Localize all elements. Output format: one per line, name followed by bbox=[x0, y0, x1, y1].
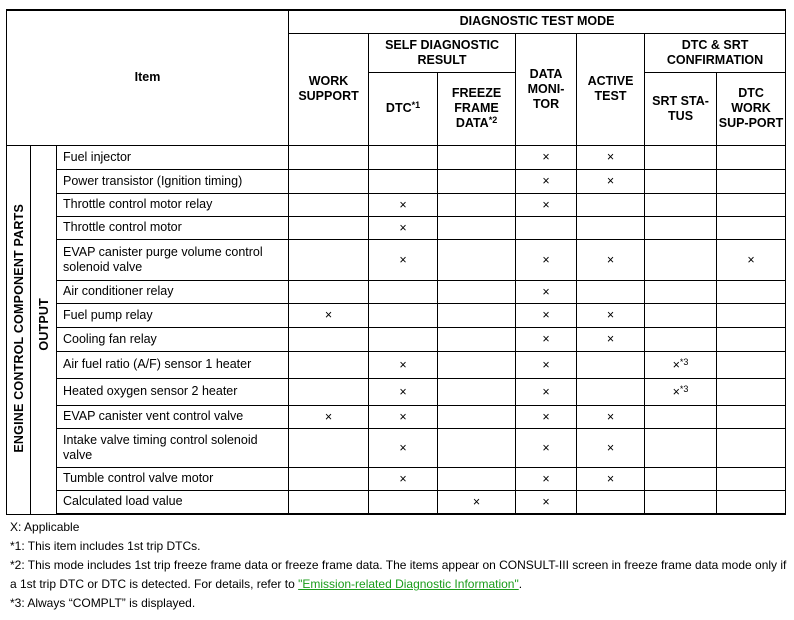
mark-dtc-work-support: × bbox=[717, 239, 786, 280]
item-name: Air conditioner relay bbox=[57, 280, 289, 303]
note-3: *3: Always “COMPLT” is displayed. bbox=[10, 596, 196, 610]
subgroup-label: OUTPUT bbox=[36, 297, 51, 351]
dtc-header: DTC$^{*1}$ bbox=[369, 72, 438, 145]
mark-dtc-work-support bbox=[717, 193, 786, 216]
mark-dtc: × bbox=[369, 239, 438, 280]
mark-dtc: × bbox=[369, 428, 438, 467]
item-name: Air fuel ratio (A/F) sensor 1 heater bbox=[57, 351, 289, 378]
table-row bbox=[7, 216, 786, 239]
item-name: Power transistor (Ignition timing) bbox=[57, 169, 289, 193]
table-row bbox=[7, 327, 786, 351]
mark-work-support: × bbox=[289, 405, 369, 428]
mark-dtc: × bbox=[369, 467, 438, 490]
mark-freeze bbox=[438, 239, 516, 280]
dtc-srt-confirmation-header: DTC & SRT CONFIRMATION bbox=[645, 33, 786, 72]
mark-active-test: × bbox=[577, 169, 645, 193]
item-name: Throttle control motor relay bbox=[57, 193, 289, 216]
mark-srt-status bbox=[645, 351, 717, 378]
mark-active-test: × bbox=[577, 145, 645, 169]
item-name: Fuel injector bbox=[57, 145, 289, 169]
mark-active-test: × bbox=[577, 327, 645, 351]
mark-srt-status bbox=[645, 490, 717, 514]
mark-srt-status bbox=[645, 145, 717, 169]
note-2: *2: This mode includes 1st trip freeze frame data or freeze frame data. The items appear on CONSULT-III screen in freeze frame data mode only if a 1st trip DTC or DTC is detected. For details, refer to "Emission-related Diagnostic Information". bbox=[10, 558, 787, 591]
freeze-frame-data-header: FREEZE FRAME DATA$^{*2}$ bbox=[438, 72, 516, 145]
mark-srt-status bbox=[645, 193, 717, 216]
item-name: Calculated load value bbox=[57, 490, 289, 514]
table-row bbox=[7, 378, 786, 405]
mark-dtc-work-support bbox=[717, 216, 786, 239]
mark-dtc-work-support bbox=[717, 428, 786, 467]
emission-diagnostic-info-link[interactable]: "Emission-related Diagnostic Information" bbox=[298, 577, 519, 591]
mark-freeze bbox=[438, 327, 516, 351]
data-monitor-header: DATA MONI-TOR bbox=[516, 33, 577, 145]
mark-active-test bbox=[577, 216, 645, 239]
table-row bbox=[7, 239, 786, 280]
mark-freeze bbox=[438, 169, 516, 193]
mark-active-test: × bbox=[577, 239, 645, 280]
table-row bbox=[7, 193, 786, 216]
mark-active-test: × bbox=[577, 428, 645, 467]
mark-data-monitor: × bbox=[516, 467, 577, 490]
mark-work-support bbox=[289, 280, 369, 303]
mark-data-monitor: × bbox=[516, 490, 577, 514]
mark-work-support bbox=[289, 193, 369, 216]
mark-dtc-work-support bbox=[717, 490, 786, 514]
mark-freeze bbox=[438, 428, 516, 467]
mark-dtc-work-support bbox=[717, 280, 786, 303]
mark-work-support bbox=[289, 351, 369, 378]
table-row bbox=[7, 467, 786, 490]
item-name: Tumble control valve motor bbox=[57, 467, 289, 490]
mark-data-monitor: × bbox=[516, 145, 577, 169]
mark-work-support bbox=[289, 169, 369, 193]
mark-dtc: × bbox=[369, 378, 438, 405]
mark-srt-status bbox=[645, 428, 717, 467]
mark-srt-status bbox=[645, 303, 717, 327]
mark-data-monitor: × bbox=[516, 280, 577, 303]
srt-status-header: SRT STA-TUS bbox=[645, 72, 717, 145]
mark-active-test bbox=[577, 378, 645, 405]
mark-srt-status bbox=[645, 405, 717, 428]
diagnostic-test-mode-header: DIAGNOSTIC TEST MODE bbox=[289, 10, 786, 33]
mark-dtc-work-support bbox=[717, 378, 786, 405]
mark-dtc bbox=[369, 303, 438, 327]
mark-srt-status bbox=[645, 239, 717, 280]
table-row bbox=[7, 405, 786, 428]
mark-data-monitor: × bbox=[516, 351, 577, 378]
dtc-work-support-header: DTC WORK SUP-PORT bbox=[717, 72, 786, 145]
subgroup-label-cell bbox=[31, 145, 57, 514]
active-test-header: ACTIVE TEST bbox=[577, 33, 645, 145]
mark-data-monitor: × bbox=[516, 193, 577, 216]
mark-active-test bbox=[577, 280, 645, 303]
footnote-marker: *1 bbox=[411, 100, 421, 110]
mark-active-test: × bbox=[577, 405, 645, 428]
self-diagnostic-result-header: SELF DIAGNOSTIC RESULT bbox=[369, 33, 516, 72]
mark-freeze bbox=[438, 303, 516, 327]
mark-data-monitor: × bbox=[516, 405, 577, 428]
mark-srt-status bbox=[645, 467, 717, 490]
mark-work-support bbox=[289, 327, 369, 351]
mark-work-support bbox=[289, 216, 369, 239]
mark-data-monitor: × bbox=[516, 239, 577, 280]
mark-freeze: × bbox=[438, 490, 516, 514]
item-name: Heated oxygen sensor 2 heater bbox=[57, 378, 289, 405]
mark-srt-status bbox=[645, 378, 717, 405]
item-name: Cooling fan relay bbox=[57, 327, 289, 351]
mark-dtc bbox=[369, 169, 438, 193]
mark-dtc-work-support bbox=[717, 405, 786, 428]
mark-srt-status bbox=[645, 216, 717, 239]
mark-work-support: × bbox=[289, 303, 369, 327]
mark-dtc bbox=[369, 280, 438, 303]
mark-freeze bbox=[438, 145, 516, 169]
mark-freeze bbox=[438, 216, 516, 239]
mark-dtc bbox=[369, 490, 438, 514]
footnote-marker: *3 bbox=[679, 356, 689, 367]
mark-dtc-work-support bbox=[717, 303, 786, 327]
item-name: Intake valve timing control solenoid valve bbox=[57, 428, 289, 467]
footnote-marker: *3 bbox=[679, 383, 689, 394]
mark-freeze bbox=[438, 405, 516, 428]
table-row bbox=[7, 280, 786, 303]
note-applicable: X: Applicable bbox=[10, 520, 80, 534]
group-label: ENGINE CONTROL COMPONENT PARTS bbox=[11, 203, 26, 453]
mark-freeze bbox=[438, 193, 516, 216]
mark-active-test: × bbox=[577, 303, 645, 327]
work-support-header: WORK SUPPORT bbox=[289, 33, 369, 145]
group-label-cell bbox=[7, 145, 31, 514]
mark-active-test: × bbox=[577, 467, 645, 490]
item-name: Fuel pump relay bbox=[57, 303, 289, 327]
mark-freeze bbox=[438, 351, 516, 378]
mark-work-support bbox=[289, 378, 369, 405]
mark-dtc bbox=[369, 145, 438, 169]
table-row bbox=[7, 303, 786, 327]
mark-data-monitor: × bbox=[516, 378, 577, 405]
mark-freeze bbox=[438, 280, 516, 303]
mark-dtc: × bbox=[369, 193, 438, 216]
item-name: EVAP canister purge volume control solenoid valve bbox=[57, 239, 289, 280]
footnote-marker: *2 bbox=[488, 115, 498, 125]
mark-freeze bbox=[438, 378, 516, 405]
table-row bbox=[7, 145, 786, 169]
table-row bbox=[7, 490, 786, 514]
mark-data-monitor bbox=[516, 216, 577, 239]
item-header: Item bbox=[7, 10, 289, 145]
mark-data-monitor: × bbox=[516, 169, 577, 193]
mark-dtc-work-support bbox=[717, 351, 786, 378]
mark-work-support bbox=[289, 490, 369, 514]
mark-srt-status bbox=[645, 327, 717, 351]
mark-work-support bbox=[289, 145, 369, 169]
mark-active-test bbox=[577, 351, 645, 378]
mark-active-test bbox=[577, 193, 645, 216]
mark-dtc-work-support bbox=[717, 145, 786, 169]
mark-dtc-work-support bbox=[717, 169, 786, 193]
mark-work-support bbox=[289, 428, 369, 467]
mark-dtc bbox=[369, 327, 438, 351]
mark-data-monitor: × bbox=[516, 327, 577, 351]
note-1: *1: This item includes 1st trip DTCs. bbox=[10, 539, 201, 553]
mark-dtc-work-support bbox=[717, 327, 786, 351]
table-row bbox=[7, 351, 786, 378]
diagnostic-mode-table bbox=[6, 9, 786, 515]
mark-srt-status bbox=[645, 280, 717, 303]
footnotes bbox=[10, 518, 788, 613]
mark-active-test bbox=[577, 490, 645, 514]
mark-dtc: × bbox=[369, 216, 438, 239]
mark-freeze bbox=[438, 467, 516, 490]
mark-data-monitor: × bbox=[516, 303, 577, 327]
mark-dtc: × bbox=[369, 351, 438, 378]
mark-dtc-work-support bbox=[717, 467, 786, 490]
mark-data-monitor: × bbox=[516, 428, 577, 467]
item-name: Throttle control motor bbox=[57, 216, 289, 239]
applicable-mark: × bbox=[672, 357, 680, 372]
mark-work-support bbox=[289, 239, 369, 280]
table-row bbox=[7, 169, 786, 193]
applicable-mark: × bbox=[672, 384, 680, 399]
table-row bbox=[7, 428, 786, 467]
item-name: EVAP canister vent control valve bbox=[57, 405, 289, 428]
mark-dtc: × bbox=[369, 405, 438, 428]
mark-work-support bbox=[289, 467, 369, 490]
mark-srt-status bbox=[645, 169, 717, 193]
